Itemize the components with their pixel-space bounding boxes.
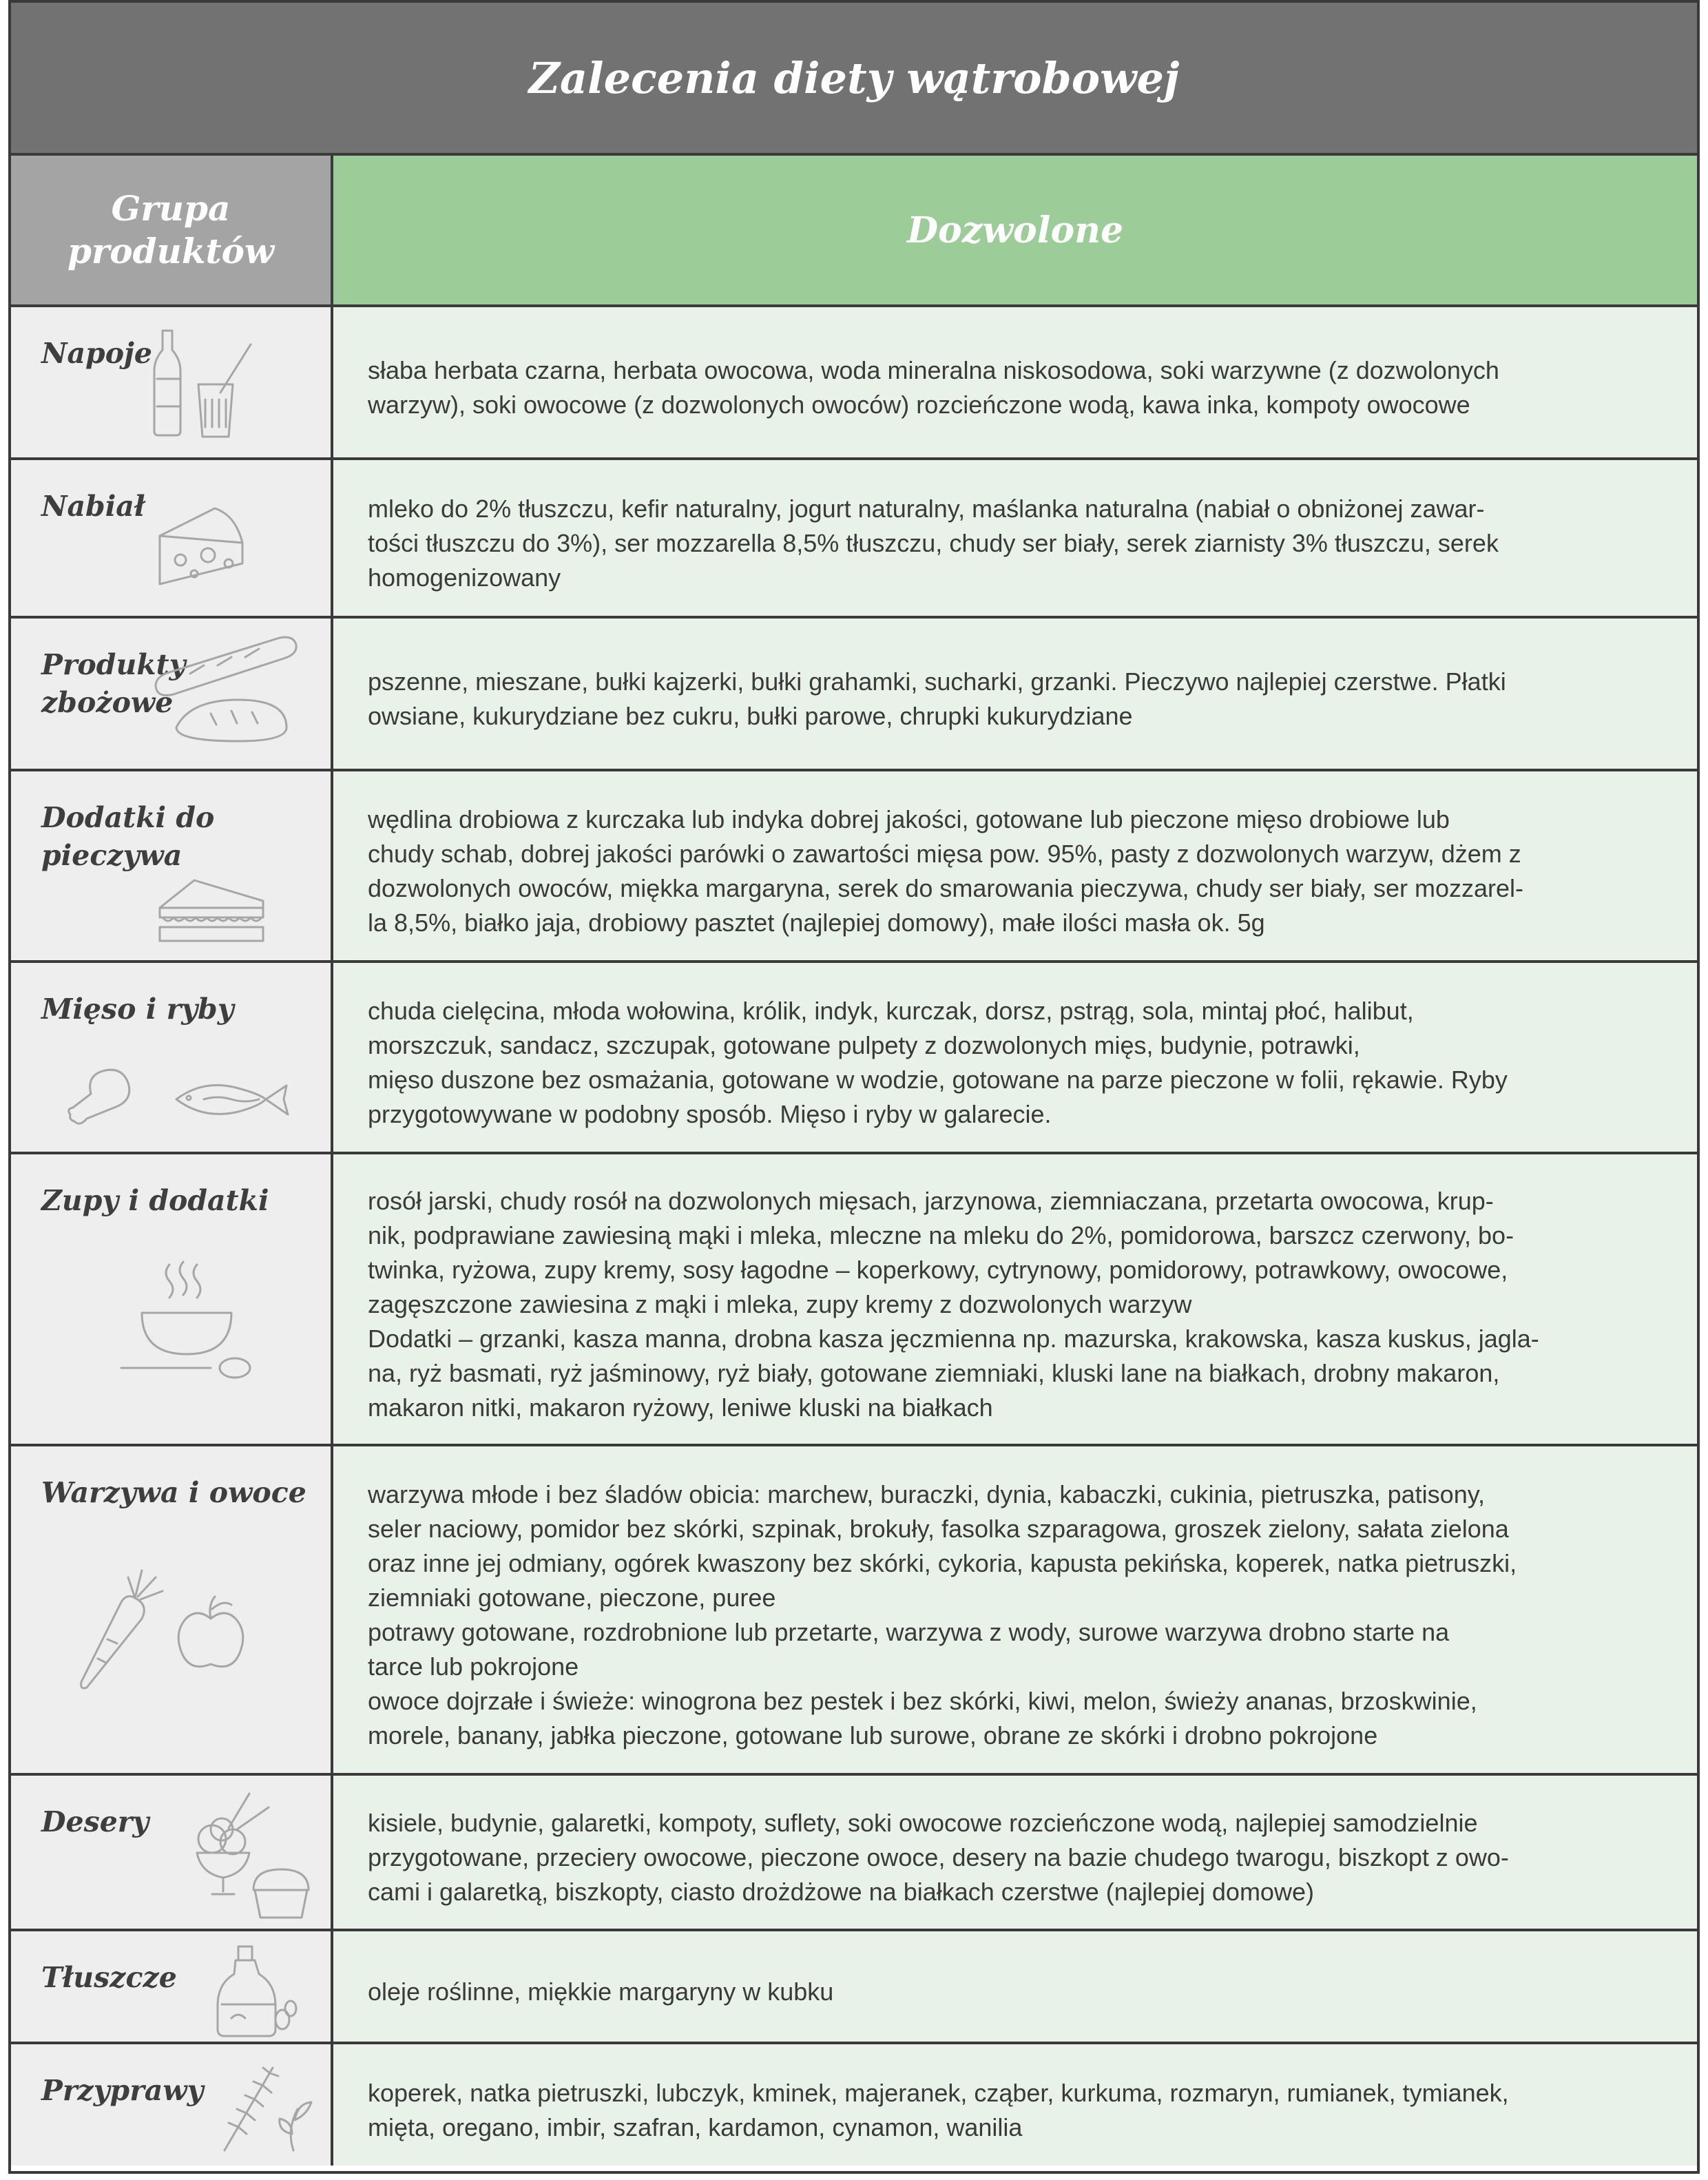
description-cell	[333, 1776, 1697, 1929]
cheese-icon	[153, 495, 249, 591]
category-cell	[11, 1931, 333, 2042]
table-header	[11, 156, 1697, 307]
sandwich-icon	[153, 873, 270, 949]
description-text: wędlina drobiowa z kurczaka lub indyka dobrej jakości, gotowane lub pieczone mięso drobiowe lub chudy schab, dobrej jakości parówki o zawartości mięsa pow. 95%, pasty z dozwolonych warzyw, dżem z dozwolonych owoców, miękka margaryna, serek do smarowania pieczywa, chudy ser biały, ser mozzarel- la 8,5%, białko jaja, drobiowy pasztet (najlepiej domowy), małe ilości masła ok. 5g	[368, 804, 1524, 937]
category-cell	[11, 460, 333, 616]
ice-cream-and-cupcake-icon	[187, 1787, 311, 1924]
category-label: Desery	[41, 1805, 149, 1838]
description-cell	[333, 2044, 1697, 2166]
soup-bowl-icon	[114, 1258, 266, 1395]
table-row	[11, 1446, 1697, 1776]
description-text: rosół jarski, chudy rosół na dozwolonych mięsach, jarzynowa, ziemniaczana, przetarta owocowa, krup- nik, podprawiane zawiesiną mąki i mleka, mleczne na mleku do 2%, pomidorowa, barszcz czerwony, bo- twinka, ryżowa, zupy kremy, sosy łagodne – koperkowy, cytrynowy, pomidorowy, potrawkowy, owocowe, zagęszczone zawiesina z mąki i mleka, zupy kremy z dozwolonych warzyw Dodatki – grzanki, kasza manna, drobna kasza jęczmienna np. mazurska, krakowska, kasza kuskus, jagla- na, ryż basmati, ryż jaśminowy, ryż biały, gotowane ziemniaki, kluski lane na białkach, drobny makaron, makaron nitki, makaron ryżowy, leniwe kluski na białkach	[368, 1186, 1539, 1422]
category-cell	[11, 1154, 333, 1444]
category-cell	[11, 307, 333, 457]
category-label: Dodatki do pieczywa	[41, 801, 215, 873]
carrot-and-apple-icon	[66, 1557, 273, 1694]
category-label: Nabiał	[41, 490, 145, 523]
table-row	[11, 771, 1697, 963]
category-cell	[11, 2044, 333, 2166]
table-row	[11, 963, 1697, 1154]
bottle-and-glass-icon	[149, 324, 287, 441]
description-text: koperek, natka pietruszki, lubczyk, kminek, majeranek, cząber, kurkuma, rozmaryn, rumianek, tymianek, mięta, oregano, imbir, szafran, kardamon, cynamon, wanilia	[368, 2078, 1509, 2141]
description-text: warzywa młode i bez śladów obicia: marchew, buraczki, dynia, kabaczki, cukinia, pietruszka, patisony, seler naciowy, pomidor bez skórki, szpinak, brokuły, fasolka szparagowa, groszek zielony, sałata zielona oraz inne jej odmiany, ogórek kwaszony bez skórki, cykoria, kapusta pekińska, koperek, natka pietruszki, ziemniaki gotowane, pieczone, puree potrawy gotowane, rozdrobnione lub przetarte, warzywa z wody, surowe warzywa drobno starte na tarce lub pokrojone owoce dojrzałe i świeże: winogrona bez pestek i bez skórki, kiwi, melon, świeży ananas, brzoskwinie, morele, banany, jabłka pieczone, gotowane lub surowe, obrane ze skórki i drobno pokrojone	[368, 1480, 1517, 1750]
description-cell	[333, 1154, 1697, 1444]
description-cell	[333, 460, 1697, 616]
drumstick-and-fish-icon	[59, 1058, 307, 1134]
category-cell	[11, 963, 333, 1152]
description-cell	[333, 1931, 1697, 2042]
category-label: Przyprawy	[41, 2074, 204, 2107]
table-row	[11, 460, 1697, 619]
category-label: Mięso i ryby	[41, 993, 234, 1026]
table-row	[11, 1931, 1697, 2044]
diet-table	[8, 0, 1700, 2174]
description-cell	[333, 771, 1697, 960]
table-row	[11, 2044, 1697, 2166]
category-label: Tłuszcze	[41, 1961, 177, 1994]
table-title: Zalecenia diety wątrobowej	[11, 3, 1697, 156]
category-label: Napoje	[41, 337, 152, 370]
description-cell	[333, 1446, 1697, 1773]
category-cell	[11, 771, 333, 960]
table-row	[11, 307, 1697, 460]
table-row	[11, 619, 1697, 771]
bread-icon	[149, 631, 307, 755]
description-text: mleko do 2% tłuszczu, kefir naturalny, jogurt naturalny, maślanka naturalna (nabiał o obniżonej zawar- tości tłuszczu do 3%), ser mozzarella 8,5% tłuszczu, chudy ser biały, serek ziarnisty 3% tłuszczu, serek homogenizowany	[368, 494, 1499, 592]
oil-bottle-icon	[211, 1942, 300, 2039]
category-label: Warzywa i owoce	[41, 1476, 306, 1509]
description-text: słaba herbata czarna, herbata owocowa, woda mineralna niskosodowa, soki warzywne (z dozwolonych warzyw), soki owocowe (z dozwolonych owoców) rozcieńczone wodą, kawa inka, kompoty owocowe	[368, 355, 1499, 419]
category-cell	[11, 1776, 333, 1929]
description-cell	[333, 963, 1697, 1152]
description-cell	[333, 307, 1697, 457]
category-cell	[11, 1446, 333, 1773]
category-cell	[11, 619, 333, 769]
herbs-icon	[218, 2054, 321, 2157]
description-text: oleje roślinne, miękkie margaryny w kubku	[368, 1977, 834, 2006]
category-label: Produkty zbożowe	[41, 648, 186, 720]
header-allowed: Dozwolone	[333, 156, 1697, 304]
table-row	[11, 1776, 1697, 1931]
table-row	[11, 1154, 1697, 1446]
description-text: kisiele, budynie, galaretki, kompoty, suflety, soki owocowe rozcieńczone wodą, najlepiej samodzielnie przygotowane, przeciery owocowe, pieczone owoce, desery na bazie chudego twarogu, biszkopt z owo- cami i galaretką, biszkopty, ciasto drożdżowe na białkach czerstwe (najlepiej domowe)	[368, 1808, 1509, 1907]
description-text: chuda cielęcina, młoda wołowina, królik, indyk, kurczak, dorsz, pstrąg, sola, mintaj płoć, halibut, morszczuk, sandacz, szczupak, gotowane pulpety z dozwolonych mięs, budynie, potrawki, mięso duszone bez osmażania, gotowane w wodzie, gotowane na parze pieczone w folii, rękawie. Ryby przygotowywane w podobny sposób. Mięso i ryby w galarecie.	[368, 996, 1508, 1129]
category-label: Zupy i dodatki	[41, 1184, 269, 1217]
header-product-group: Grupa produktów	[11, 156, 333, 304]
description-text: pszenne, mieszane, bułki kajzerki, bułki grahamki, sucharki, grzanki. Pieczywo najlepiej czerstwe. Płatki owsiane, kukurydziane bez cukru, bułki parowe, chrupki kukurydziane	[368, 667, 1506, 730]
description-cell	[333, 619, 1697, 769]
